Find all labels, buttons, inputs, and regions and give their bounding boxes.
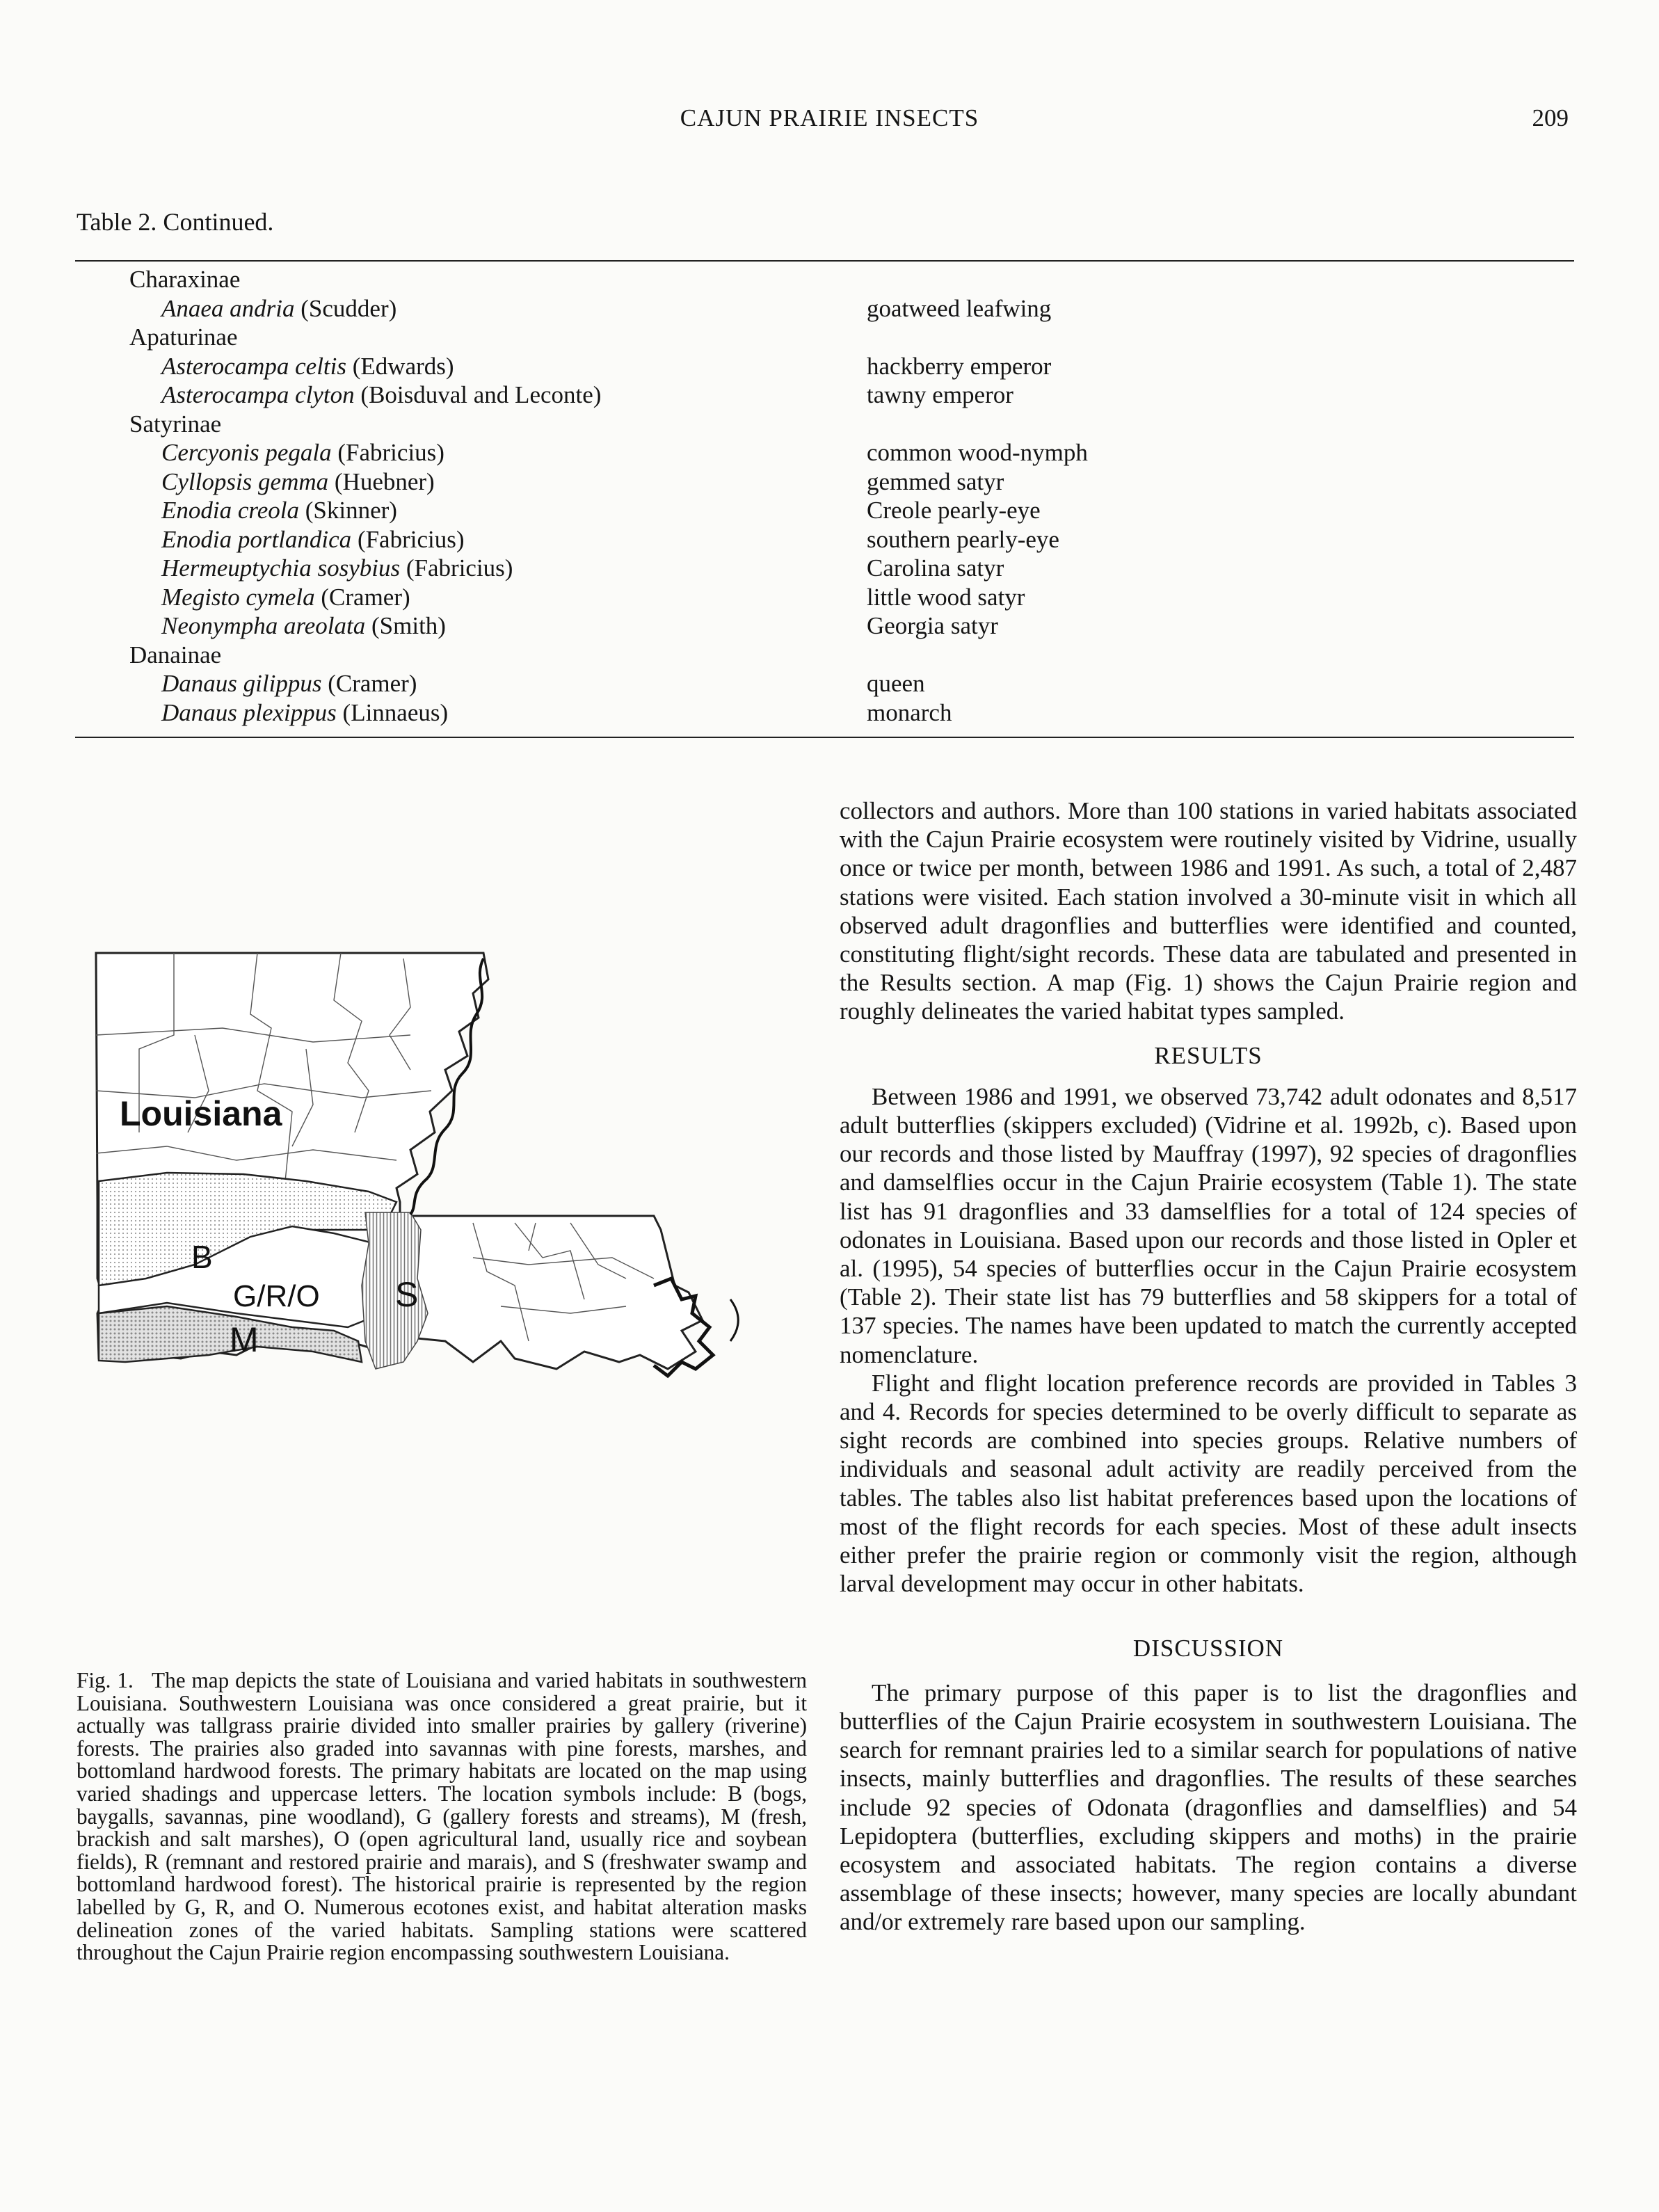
species-binomial: Asterocampa celtis bbox=[161, 352, 347, 380]
species-name bbox=[161, 438, 444, 467]
species-name bbox=[161, 611, 446, 640]
species-row bbox=[129, 669, 1562, 698]
discussion-heading: DISCUSSION bbox=[1132, 1635, 1284, 1662]
species-row bbox=[129, 380, 1562, 410]
species-row bbox=[129, 554, 1562, 583]
figure-caption-text: The map depicts the state of Louisiana and varied habitats in southwestern Louisiana. Southwestern Louisiana was once considered a great prairie, but it actually was tallgrass prairie divided into smaller prairies by gallery (riverine) forests. The prairies also graded into savannas with pine forests, marshes, and bottomland hardwood forests. The primary habitats are located on the map using varied shadings and uppercase letters. The location symbols include: B (bogs, baygalls, savannas, pine woodland), G (gallery forests and streams), M (fresh, brackish and salt marshes), O (open agricultural land, usually rice and soybean fields), R (remnant and restored prairie and marais), and S (freshwater swamp and bottomland hardwood forest). The historical prairie is represented by the region labelled by G, R, and O. Numerous ecotones exist, and habitat alteration masks delineation zones of the varied habitats. Sampling stations were scattered throughout the Cajun Prairie region encompassing southwestern Louisiana. bbox=[77, 1668, 808, 1965]
species-row bbox=[129, 467, 1562, 497]
figure-label: Fig. 1. bbox=[77, 1668, 134, 1692]
species-author: (Smith) bbox=[365, 612, 446, 639]
species-binomial: Enodia creola bbox=[161, 497, 299, 524]
species-author: (Skinner) bbox=[298, 497, 397, 524]
species-name bbox=[161, 380, 601, 409]
species-author: (Fabricius) bbox=[400, 554, 513, 582]
species-binomial: Enodia portlandica bbox=[161, 525, 352, 553]
figure-caption bbox=[77, 1669, 807, 1964]
species-name bbox=[161, 554, 513, 582]
species-name bbox=[161, 525, 465, 554]
species-binomial: Anaea andria bbox=[161, 294, 295, 322]
common-name: Creole pearly-eye bbox=[867, 497, 1041, 524]
common-name: goatweed leafwing bbox=[867, 294, 1052, 322]
page-number: 209 bbox=[1532, 104, 1569, 131]
species-row bbox=[129, 294, 1562, 323]
subfamily-name: Apaturinae bbox=[129, 323, 238, 351]
common-name: little wood satyr bbox=[867, 583, 1025, 611]
label-gro: G/R/O bbox=[233, 1279, 320, 1313]
common-name: gemmed satyr bbox=[867, 467, 1004, 495]
species-binomial: Danaus plexippus bbox=[161, 698, 337, 726]
subfamily-row bbox=[129, 265, 1562, 294]
species-binomial: Megisto cymela bbox=[161, 583, 315, 611]
species-author: (Cramer) bbox=[314, 583, 410, 611]
results-paragraph-1: Between 1986 and 1991, we observed 73,742 adult odonates and 8,517 adult butterflies (skippers excluded) (Vidrine et al. 1992b, c). Based upon our records and those listed by Mauffray (1997), 92 species of dragonflies and damselflies occur in the Cajun Prairie ecosystem (Table 1). The state list has 91 dragonflies and 33 damselflies for a total of 124 species of odonates in Louisiana. Based upon our records and those listed in Opler et al. (1995), 54 species of butterflies occur in the Cajun Prairie ecosystem (Table 2). Their state list has 79 butterflies and 58 skippers for a total of 137 species. The names have been updated to match the currently accepted nomenclature. bbox=[840, 1082, 1577, 1368]
species-author: (Cramer) bbox=[321, 670, 417, 697]
common-name: monarch bbox=[867, 698, 952, 726]
map-svg bbox=[83, 952, 831, 1383]
species-name bbox=[161, 294, 396, 323]
species-author: (Boisduval and Leconte) bbox=[354, 381, 602, 408]
species-name bbox=[161, 583, 410, 611]
species-name bbox=[161, 496, 397, 524]
common-name: Carolina satyr bbox=[867, 554, 1004, 582]
subfamily-row bbox=[129, 641, 1562, 670]
species-table bbox=[129, 265, 1562, 727]
subfamily-name: Danainae bbox=[129, 641, 222, 668]
species-row bbox=[129, 698, 1562, 728]
label-b: B bbox=[191, 1239, 213, 1275]
common-name: hackberry emperor bbox=[867, 352, 1052, 380]
label-m: M bbox=[230, 1320, 259, 1359]
subfamily-row bbox=[129, 323, 1562, 352]
species-author: (Scudder) bbox=[294, 294, 397, 322]
species-binomial: Asterocampa clyton bbox=[161, 381, 355, 408]
right-column bbox=[840, 796, 1577, 1937]
species-author: (Huebner) bbox=[328, 467, 435, 495]
common-name: queen bbox=[867, 670, 925, 697]
species-row bbox=[129, 611, 1562, 641]
species-author: (Linnaeus) bbox=[336, 698, 449, 726]
common-name: Georgia satyr bbox=[867, 612, 998, 639]
species-binomial: Neonympha areolata bbox=[161, 612, 366, 639]
results-paragraph-2: Flight and flight location preference records are provided in Tables 3 and 4. Records for species determined to be overly difficult to separate as sight records are combined into species groups. Relative numbers of individuals and seasonal adult activity are readily perceived from the tables. The tables also list habitat preferences based upon the locations of most of the flight records for each species. Most of these adult insects either prefer the prairie region or commonly visit the region, although larval development may occur in other habitats. bbox=[840, 1369, 1577, 1598]
species-name bbox=[161, 698, 448, 727]
species-row bbox=[129, 525, 1562, 554]
species-name bbox=[161, 467, 435, 496]
table-bottom-rule bbox=[75, 737, 1574, 738]
species-row bbox=[129, 438, 1562, 467]
common-name: common wood-nymph bbox=[867, 439, 1088, 466]
common-name: southern pearly-eye bbox=[867, 525, 1059, 553]
table-top-rule bbox=[75, 260, 1574, 262]
species-row bbox=[129, 583, 1562, 612]
species-row bbox=[129, 352, 1562, 381]
species-author: (Fabricius) bbox=[331, 439, 444, 466]
species-binomial: Cercyonis pegala bbox=[161, 439, 332, 466]
species-binomial: Hermeuptychia sosybius bbox=[161, 554, 401, 582]
results-heading: RESULTS bbox=[1154, 1041, 1263, 1069]
species-binomial: Cyllopsis gemma bbox=[161, 467, 329, 495]
subfamily-row bbox=[129, 410, 1562, 439]
species-name bbox=[161, 352, 454, 380]
species-author: (Fabricius) bbox=[351, 525, 465, 553]
subfamily-name: Charaxinae bbox=[129, 266, 241, 293]
label-s: S bbox=[395, 1275, 419, 1314]
species-binomial: Danaus gilippus bbox=[161, 670, 322, 697]
species-name bbox=[161, 669, 417, 698]
species-row bbox=[129, 496, 1562, 525]
intro-paragraph: collectors and authors. More than 100 stations in varied habitats associated with the Cajun Prairie ecosystem were routinely visited by Vidrine, usually once or twice per month, between 1986 and 1991. As such, a total of 2,487 stations were visited. Each station involved a 30-minute visit in which all observed adult dragonflies and butterflies were identified and counted, constituting flight/sight records. These data are tabulated and presented in the Results section. A map (Fig. 1) shows the Cajun Prairie region and roughly delineates the varied habitat types sampled. bbox=[840, 797, 1577, 1025]
map-title: Louisiana bbox=[120, 1094, 282, 1133]
subfamily-name: Satyrinae bbox=[129, 410, 222, 438]
running-title: CAJUN PRAIRIE INSECTS bbox=[680, 104, 979, 131]
table-caption: Table 2. Continued. bbox=[77, 208, 274, 236]
louisiana-habitat-map bbox=[83, 952, 831, 1383]
species-author: (Edwards) bbox=[346, 352, 454, 380]
common-name: tawny emperor bbox=[867, 381, 1013, 408]
discussion-paragraph-1: The primary purpose of this paper is to list the dragonflies and butterflies of the Cajun Prairie ecosystem in southwestern Louisiana. The search for remnant prairies led to a similar search for populations of native insects, mainly butterflies and dragonflies. The results of these searches include 92 species of Odonata (dragonflies and damselflies) and 54 Lepidoptera (butterflies, excluding skippers and moths) in the prairie ecosystem and associated habitats. The region contains a diverse assemblage of these insects; however, many species are locally abundant and/or extremely rare based upon our sampling. bbox=[840, 1678, 1577, 1936]
